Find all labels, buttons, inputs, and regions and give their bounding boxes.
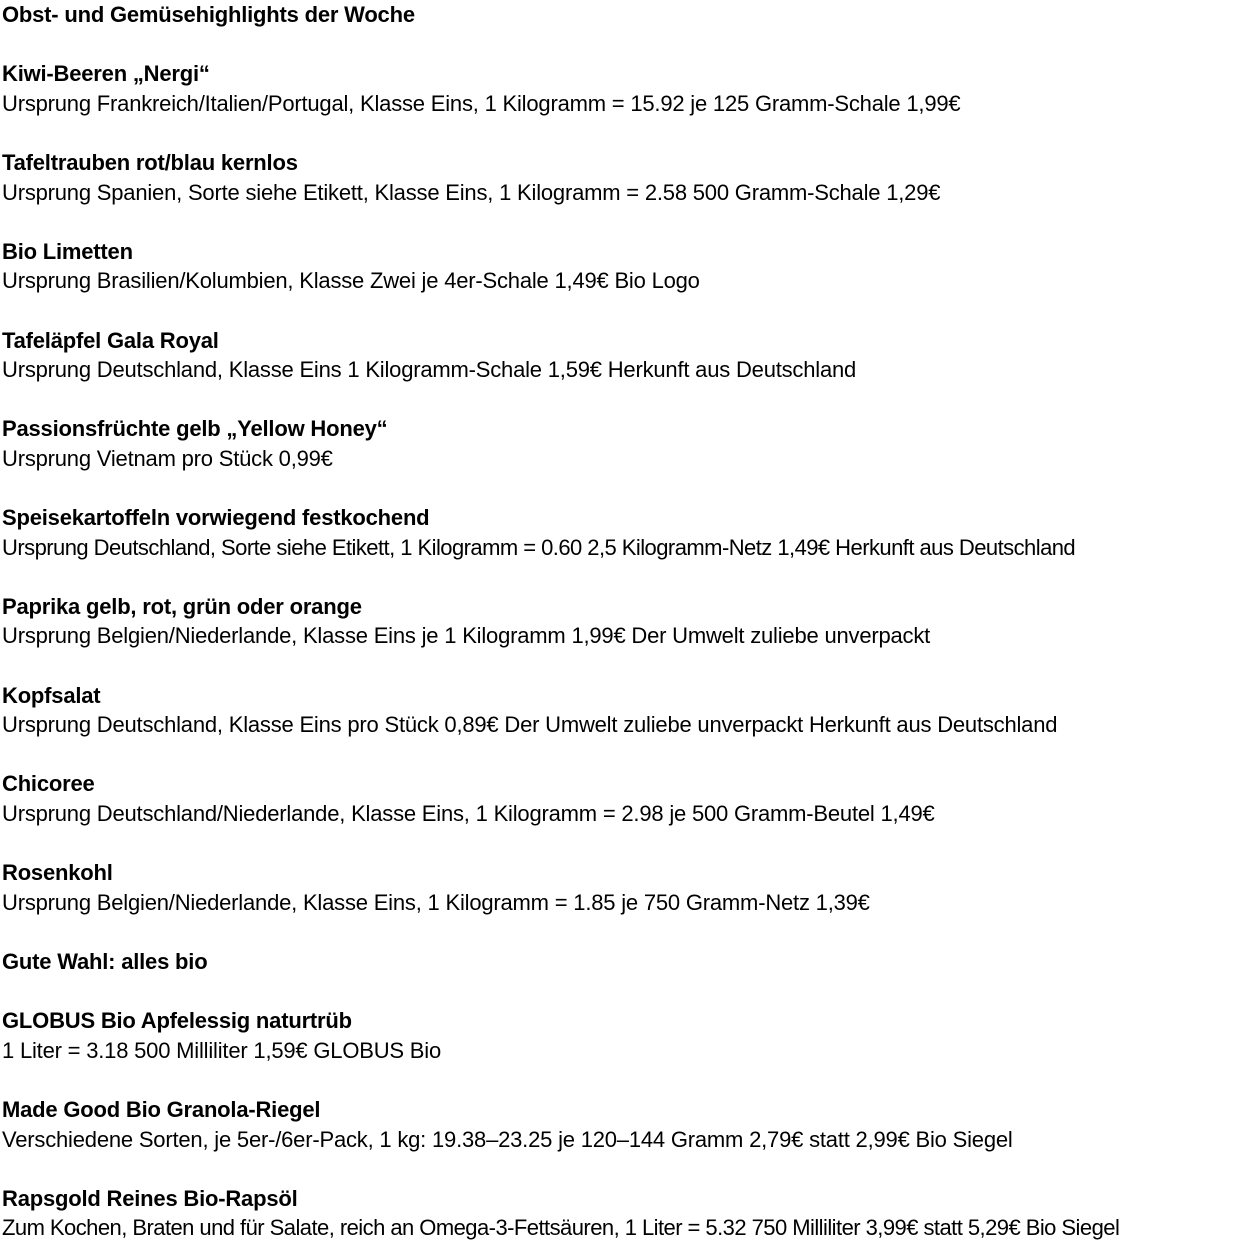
product-name: GLOBUS Bio Apfelessig naturtrüb <box>2 1008 352 1034</box>
product-name: Rosenkohl <box>2 860 113 886</box>
spacer <box>2 977 1248 1007</box>
product-name: Paprika gelb, rot, grün oder orange <box>2 593 362 619</box>
product-details: Ursprung Vietnam pro Stück 0,99€ <box>2 445 333 471</box>
product-name: Tafeläpfel Gala Royal <box>2 327 219 353</box>
product-name: Made Good Bio Granola-Riegel <box>2 1096 321 1122</box>
spacer <box>2 474 1248 504</box>
spacer <box>2 118 1248 148</box>
spacer <box>2 829 1248 859</box>
product-item-rapsoel <box>2 1184 1248 1243</box>
product-name: Tafeltrauben rot/blau kernlos <box>2 149 298 175</box>
product-details: Ursprung Deutschland, Sorte siehe Etikett, 1 Kilogramm = 0.60 2,5 Kilogramm-Netz 1,49€ Herkunft aus Deutschland <box>2 534 1076 560</box>
spacer <box>2 740 1248 770</box>
product-details: Zum Kochen, Braten und für Salate, reich an Omega-3-Fettsäuren, 1 Liter = 5.32 750 Milliliter 3,99€ statt 5,29€ Bio Siegel <box>2 1215 1120 1241</box>
product-details: Ursprung Belgien/Niederlande, Klasse Eins, 1 Kilogramm = 1.85 je 750 Gramm-Netz 1,39€ <box>2 889 870 915</box>
product-item-apfelessig <box>2 1006 1248 1065</box>
page-heading: Obst- und Gemüsehighlights der Woche <box>2 2 415 27</box>
spacer <box>2 207 1248 237</box>
product-details: Verschiedene Sorten, je 5er-/6er-Pack, 1 kg: 19.38–23.25 je 120–144 Gramm 2,79€ statt 2,99€ Bio Siegel <box>2 1126 1013 1152</box>
product-item-kopfsalat <box>2 681 1248 740</box>
product-name: Bio Limetten <box>2 238 133 264</box>
product-name: Kiwi-Beeren „Nergi“ <box>2 61 210 87</box>
product-item-rosenkohl <box>2 858 1248 917</box>
product-details: Ursprung Belgien/Niederlande, Klasse Eins je 1 Kilogramm 1,99€ Der Umwelt zuliebe unverpackt <box>2 623 931 649</box>
product-details: 1 Liter = 3.18 500 Milliliter 1,59€ GLOBUS Bio <box>2 1037 441 1063</box>
product-item-limetten <box>2 237 1248 296</box>
product-details: Ursprung Deutschland, Klasse Eins 1 Kilogramm-Schale 1,59€ Herkunft aus Deutschland <box>2 357 857 383</box>
spacer <box>2 30 1248 60</box>
document <box>2 0 1248 1243</box>
product-details: Ursprung Deutschland/Niederlande, Klasse Eins, 1 Kilogramm = 2.98 je 500 Gramm-Beutel 1,49€ <box>2 801 935 827</box>
product-name: Speisekartoffeln vorwiegend festkochend <box>2 505 430 531</box>
product-details: Ursprung Spanien, Sorte siehe Etikett, Klasse Eins, 1 Kilogramm = 2.58 500 Gramm-Schale 1,29€ <box>2 179 941 205</box>
spacer <box>2 385 1248 415</box>
product-details: Ursprung Deutschland, Klasse Eins pro Stück 0,89€ Der Umwelt zuliebe unverpackt Herkunft aus Deutschland <box>2 712 1058 738</box>
spacer <box>2 651 1248 681</box>
spacer <box>2 562 1248 592</box>
product-name: Passionsfrüchte gelb „Yellow Honey“ <box>2 416 388 442</box>
spacer <box>2 917 1248 947</box>
section-heading-bio: Gute Wahl: alles bio <box>2 949 208 974</box>
product-item-kiwi <box>2 59 1248 118</box>
product-details: Ursprung Frankreich/Italien/Portugal, Klasse Eins, 1 Kilogramm = 15.92 je 125 Gramm-Schale 1,99€ <box>2 90 961 116</box>
product-item-tafelaepfel <box>2 326 1248 385</box>
product-name: Kopfsalat <box>2 682 101 708</box>
product-name: Rapsgold Reines Bio-Rapsöl <box>2 1185 298 1211</box>
spacer <box>2 1065 1248 1095</box>
spacer <box>2 1154 1248 1184</box>
spacer <box>2 296 1248 326</box>
product-item-paprika <box>2 592 1248 651</box>
product-item-chicoree <box>2 769 1248 828</box>
product-details: Ursprung Brasilien/Kolumbien, Klasse Zwei je 4er-Schale 1,49€ Bio Logo <box>2 268 700 294</box>
product-item-passionsfruechte <box>2 414 1248 473</box>
product-name: Chicoree <box>2 771 95 797</box>
product-item-speisekartoffeln <box>2 503 1248 562</box>
product-item-granola-riegel <box>2 1095 1248 1154</box>
product-item-tafeltrauben <box>2 148 1248 207</box>
